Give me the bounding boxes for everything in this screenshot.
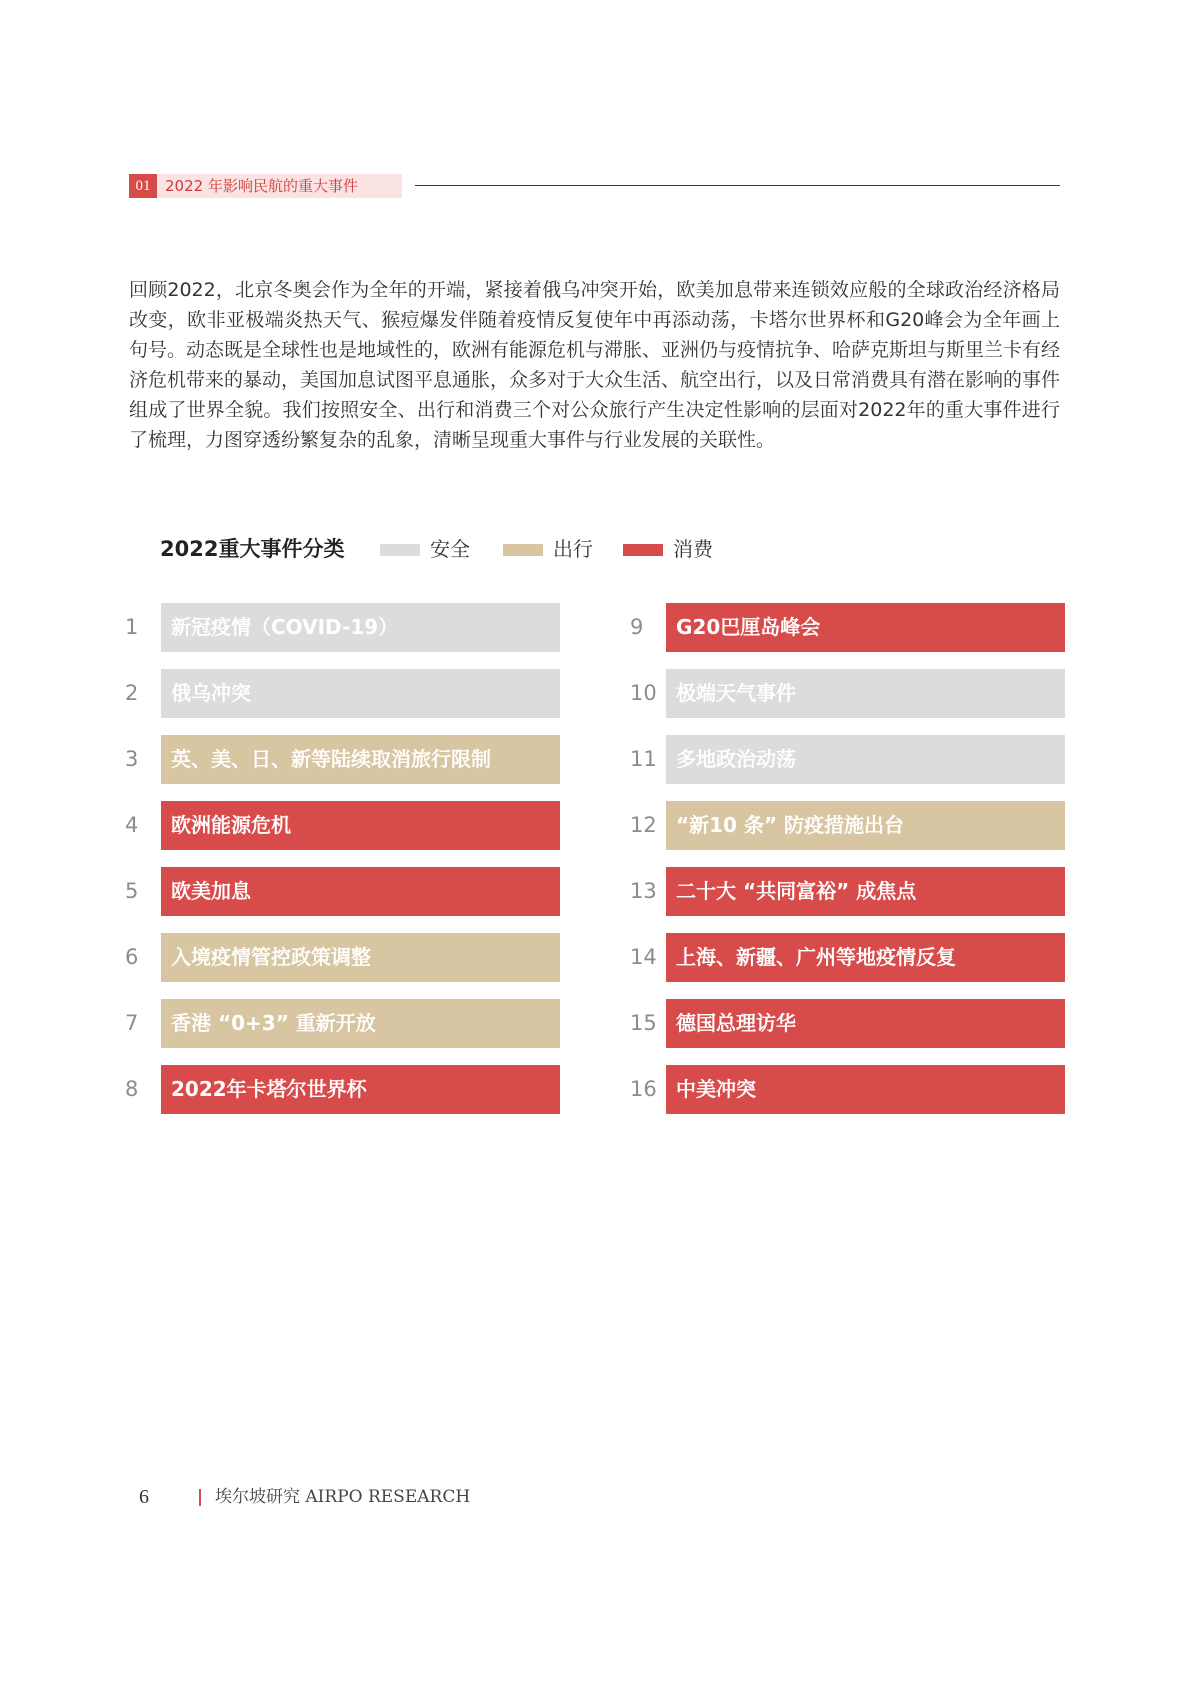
- event-number: 4: [125, 813, 139, 837]
- event-bar-safety: 极端天气事件: [666, 669, 1065, 718]
- event-bar-safety: 多地政治动荡: [666, 735, 1065, 784]
- event-number: 1: [125, 615, 139, 639]
- event-number: 13: [630, 879, 657, 903]
- event-item: [630, 603, 1065, 652]
- event-bar-safety: 新冠疫情（COVID-19）: [161, 603, 560, 652]
- event-number: 14: [630, 945, 657, 969]
- event-number: 9: [630, 615, 644, 639]
- event-item: [630, 933, 1065, 982]
- page-number: 6: [139, 1486, 149, 1508]
- event-number: 8: [125, 1077, 139, 1101]
- event-item: [630, 867, 1065, 916]
- event-number: 16: [630, 1077, 657, 1101]
- event-bar-travel: “新10 条” 防疫措施出台: [666, 801, 1065, 850]
- event-item: [630, 669, 1065, 718]
- event-item: [125, 669, 560, 718]
- event-item: [630, 735, 1065, 784]
- event-item: [125, 867, 560, 916]
- event-bar-consumption: 中美冲突: [666, 1065, 1065, 1114]
- event-item: [125, 999, 560, 1048]
- event-bar-consumption: 2022年卡塔尔世界杯: [161, 1065, 560, 1114]
- event-bar-consumption: 二十大 “共同富裕” 成焦点: [666, 867, 1065, 916]
- event-bar-consumption: G20巴厘岛峰会: [666, 603, 1065, 652]
- event-item: [125, 1065, 560, 1114]
- event-bar-travel: 英、美、日、新等陆续取消旅行限制: [161, 735, 560, 784]
- event-number: 3: [125, 747, 139, 771]
- event-item: [125, 801, 560, 850]
- category-legend: [160, 532, 880, 566]
- event-bar-safety: 俄乌冲突: [161, 669, 560, 718]
- event-bar-consumption: 欧洲能源危机: [161, 801, 560, 850]
- event-bar-travel: 香港 “0+3” 重新开放: [161, 999, 560, 1048]
- event-number: 10: [630, 681, 657, 705]
- footer-divider: [199, 1489, 201, 1506]
- event-item: [630, 801, 1065, 850]
- legend-label-safety: 安全: [430, 537, 470, 561]
- section-title: 2022 年影响民航的重大事件: [157, 174, 402, 198]
- legend-label-travel: 出行: [553, 537, 593, 561]
- intro-paragraph: 回顾2022，北京冬奥会作为全年的开端，紧接着俄乌冲突开始，欧美加息带来连锁效应般的全球政治经济格局改变，欧非亚极端炎热天气、猴痘爆发伴随着疫情反复使年中再添动荡，卡塔尔世界杯和G20峰会为全年画上句号。动态既是全球性也是地域性的，欧洲有能源危机与滞胀、亚洲仍与疫情抗争、哈萨克斯坦与斯里兰卡有经济危机带来的暴动，美国加息试图平息通胀，众多对于大众生活、航空出行，以及日常消费具有潜在影响的事件组成了世界全貌。我们按照安全、出行和消费三个对公众旅行产生决定性影响的层面对2022年的重大事件进行了梳理，力图穿透纷繁复杂的乱象，清晰呈现重大事件与行业发展的关联性。: [129, 279, 1061, 451]
- event-bar-consumption: 德国总理访华: [666, 999, 1065, 1048]
- event-bar-consumption: 欧美加息: [161, 867, 560, 916]
- legend-swatch-travel: [503, 544, 543, 556]
- event-bar-consumption: 上海、新疆、广州等地疫情反复: [666, 933, 1065, 982]
- event-number: 5: [125, 879, 139, 903]
- event-number: 15: [630, 1011, 657, 1035]
- event-bar-travel: 入境疫情管控政策调整: [161, 933, 560, 982]
- section-divider: [415, 185, 1060, 186]
- event-number: 11: [630, 747, 657, 771]
- event-number: 6: [125, 945, 139, 969]
- event-item: [125, 933, 560, 982]
- event-list: [125, 603, 1065, 1113]
- legend-label-consumption: 消费: [673, 537, 713, 561]
- legend-title: 2022重大事件分类: [160, 537, 345, 561]
- event-item: [630, 1065, 1065, 1114]
- event-item: [125, 603, 560, 652]
- event-number: 12: [630, 813, 657, 837]
- legend-swatch-safety: [380, 544, 420, 556]
- event-number: 2: [125, 681, 139, 705]
- footer-brand: 埃尔坡研究 AIRPO RESEARCH: [215, 1487, 471, 1507]
- section-header: [129, 174, 1060, 198]
- event-number: 7: [125, 1011, 139, 1035]
- event-item: [125, 735, 560, 784]
- legend-swatch-consumption: [623, 544, 663, 556]
- section-number: 01: [129, 174, 157, 198]
- event-item: [630, 999, 1065, 1048]
- page-footer: [139, 1482, 839, 1512]
